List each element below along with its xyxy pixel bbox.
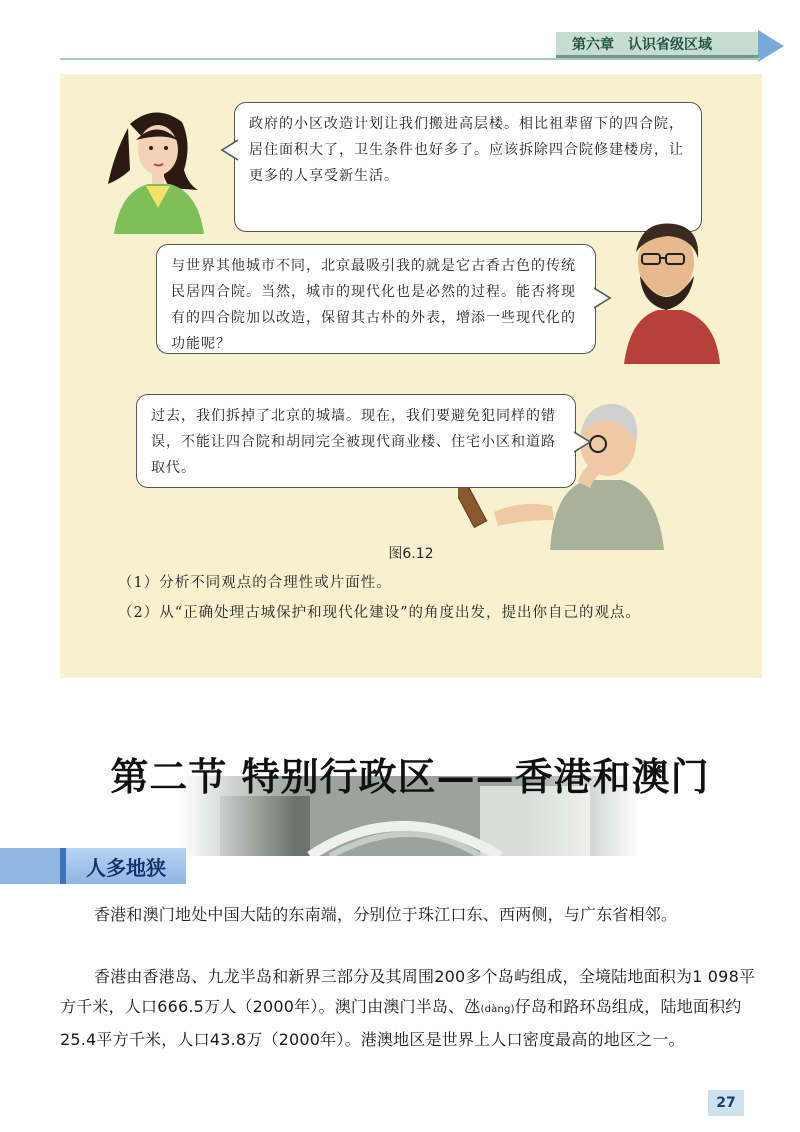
paragraph-2-part-2: 仔岛和路环岛组成，陆地面积约25.4平方千米，人口43.8万（2000年）。港澳地区是世界上人口密度最高的地区之一。 xyxy=(60,997,742,1049)
speech-bubble-1 xyxy=(234,102,702,232)
question-2: （2）从“正确处理古城保护和现代化建设”的角度出发，提出你自己的观点。 xyxy=(118,605,642,621)
pinyin-annotation: (dàng) xyxy=(480,1004,515,1015)
bubble-tail xyxy=(574,430,592,454)
speech-bubble-3 xyxy=(136,394,576,488)
activity-box xyxy=(60,74,762,678)
speech-bubble-2 xyxy=(156,244,596,354)
chapter-number: 第六章 xyxy=(572,36,614,53)
subheading-bar xyxy=(0,848,66,884)
paragraph-1: 香港和澳门地处中国大陆的东南端，分别位于珠江口东、西两侧，与广东省相邻。 xyxy=(94,905,678,924)
paragraph-2 xyxy=(60,962,760,1055)
chapter-title: 认识省级区域 xyxy=(628,36,712,53)
chapter-arrow-icon xyxy=(758,30,784,62)
bubble-3-text: 过去，我们拆掉了北京的城墙。现在，我们要避免犯同样的错误，不能让四合院和胡同完全被现代商业楼、住宅小区和道路取代。 xyxy=(151,408,556,476)
bubble-tail xyxy=(594,286,612,310)
figure-caption: 图6.12 xyxy=(388,546,434,562)
woman-illustration xyxy=(100,104,210,234)
bubble-tail xyxy=(220,138,238,162)
paragraph-2-part-1: 香港由香港岛、九龙半岛和新界三部分及其周围200多个岛屿组成，全境陆地面积为1 098平方千米，人口666.5万人（2000年）。澳门由澳门半岛、 xyxy=(60,967,756,1016)
chapter-header xyxy=(556,32,761,58)
section-title: 第二节 特别行政区——香港和澳门 xyxy=(110,754,710,799)
divider xyxy=(60,58,760,60)
page-number: 27 xyxy=(708,1090,744,1116)
bearded-man-illustration xyxy=(608,214,728,364)
question-1: （1）分析不同观点的合理性或片面性。 xyxy=(118,575,392,591)
subsection-heading: 人多地狭 xyxy=(60,848,186,884)
bubble-1-text: 政府的小区改造计划让我们搬进高层楼。相比祖辈留下的四合院，居住面积大了，卫生条件也好多了。应该拆除四合院修建楼房，让更多的人享受新生活。 xyxy=(249,116,684,184)
bubble-2-text: 与世界其他城市不同，北京最吸引我的就是它古香古色的传统民居四合院。当然，城市的现代化也是必然的过程。能否将现有的四合院加以改造，保留其古朴的外表，增添一些现代化的功能呢？ xyxy=(171,258,576,352)
special-character: 氹 xyxy=(464,997,481,1016)
